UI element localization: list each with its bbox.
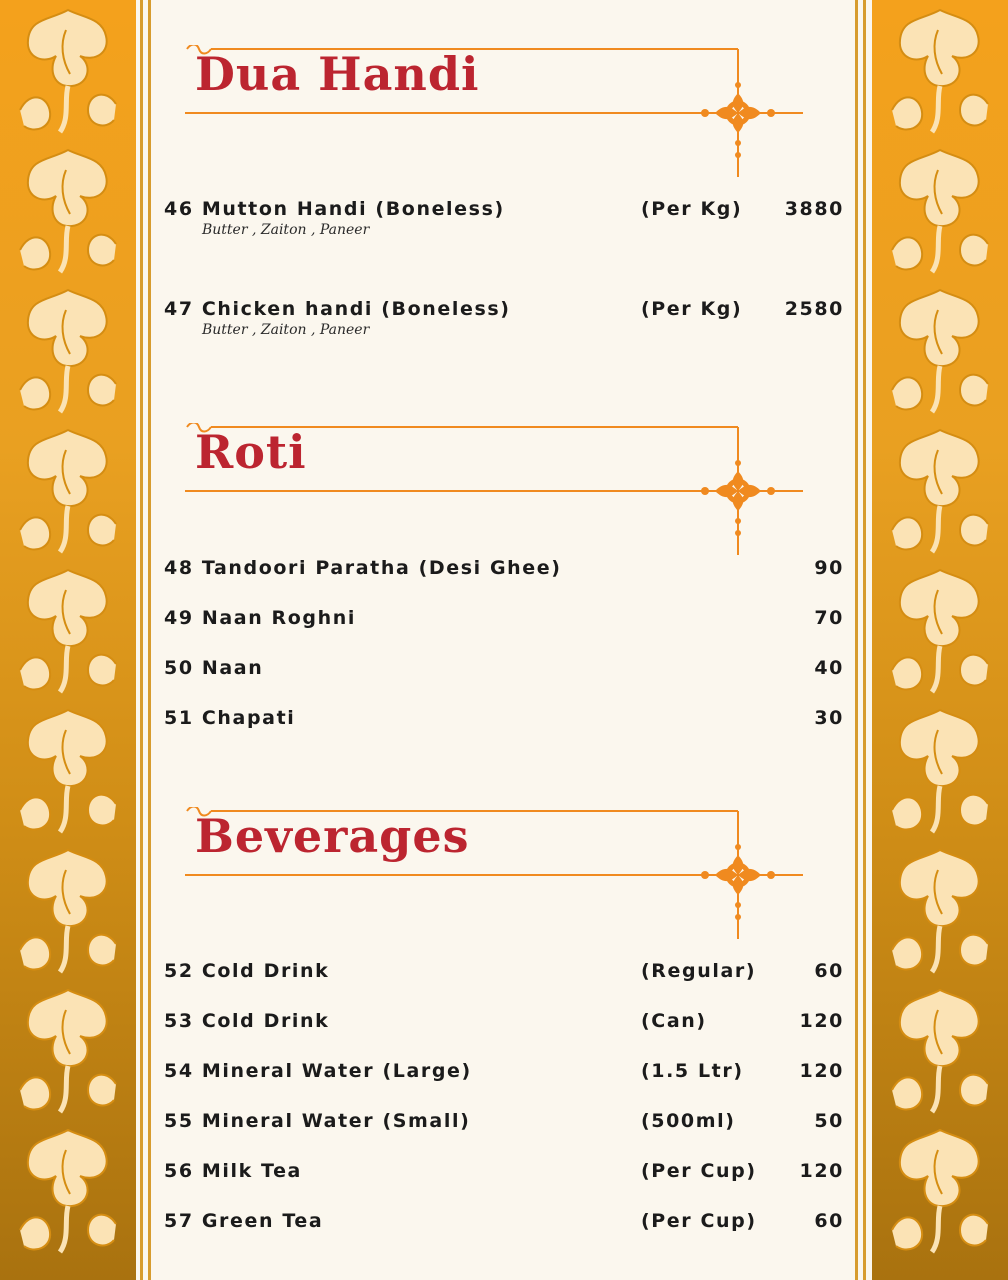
item-unit: (Regular) [641,960,757,982]
item-price: 70 [814,607,844,629]
item-price: 120 [799,1010,844,1032]
section-header-dua-handi [185,45,805,180]
item-price: 30 [814,707,844,729]
section-title: Roti [195,425,307,479]
item-name: 49 Naan Roghni [164,607,356,629]
item-price: 2580 [784,298,844,320]
menu-item [164,298,844,338]
item-name: 50 Naan [164,657,264,679]
section-header-beverages [185,807,805,942]
item-name: 47 Chicken handi (Boneless) [164,298,511,320]
item-price: 120 [799,1060,844,1082]
item-price: 3880 [784,198,844,220]
menu-item [164,198,844,238]
item-name: 48 Tandoori Paratha (Desi Ghee) [164,557,562,579]
floral-pattern-icon [0,0,136,1280]
left-floral-border [0,0,136,1280]
item-unit: (Per Kg) [641,198,743,220]
section-title: Dua Handi [195,47,480,101]
item-unit: (Per Kg) [641,298,743,320]
item-unit: (Per Cup) [641,1160,757,1182]
item-unit: (500ml) [641,1110,736,1132]
item-name: 46 Mutton Handi (Boneless) [164,198,505,220]
floral-pattern-icon [872,0,1008,1280]
item-unit: (1.5 Ltr) [641,1060,744,1082]
menu-item [164,1010,844,1040]
item-description: Butter , Zaiton , Paneer [202,322,370,338]
item-price: 60 [814,960,844,982]
item-price: 60 [814,1210,844,1232]
item-name: 56 Milk Tea [164,1160,302,1182]
divider-rule [148,0,151,1280]
right-floral-border [872,0,1008,1280]
menu-item [164,557,844,587]
menu-item [164,657,844,687]
item-unit: (Can) [641,1010,707,1032]
item-price: 40 [814,657,844,679]
menu-item [164,960,844,990]
item-name: 53 Cold Drink [164,1010,330,1032]
divider-rule [855,0,858,1280]
menu-item [164,707,844,737]
item-name: 51 Chapati [164,707,296,729]
item-name: 54 Mineral Water (Large) [164,1060,472,1082]
menu-item [164,607,844,637]
menu-item [164,1160,844,1190]
divider-rule [863,0,866,1280]
divider-rule [140,0,143,1280]
item-price: 120 [799,1160,844,1182]
item-description: Butter , Zaiton , Paneer [202,222,370,238]
item-name: 57 Green Tea [164,1210,324,1232]
item-name: 55 Mineral Water (Small) [164,1110,471,1132]
menu-item [164,1060,844,1090]
item-unit: (Per Cup) [641,1210,757,1232]
item-name: 52 Cold Drink [164,960,330,982]
item-price: 50 [814,1110,844,1132]
section-title: Beverages [195,809,470,863]
menu-item [164,1110,844,1140]
section-header-roti [185,423,805,558]
menu-item [164,1210,844,1240]
item-price: 90 [814,557,844,579]
